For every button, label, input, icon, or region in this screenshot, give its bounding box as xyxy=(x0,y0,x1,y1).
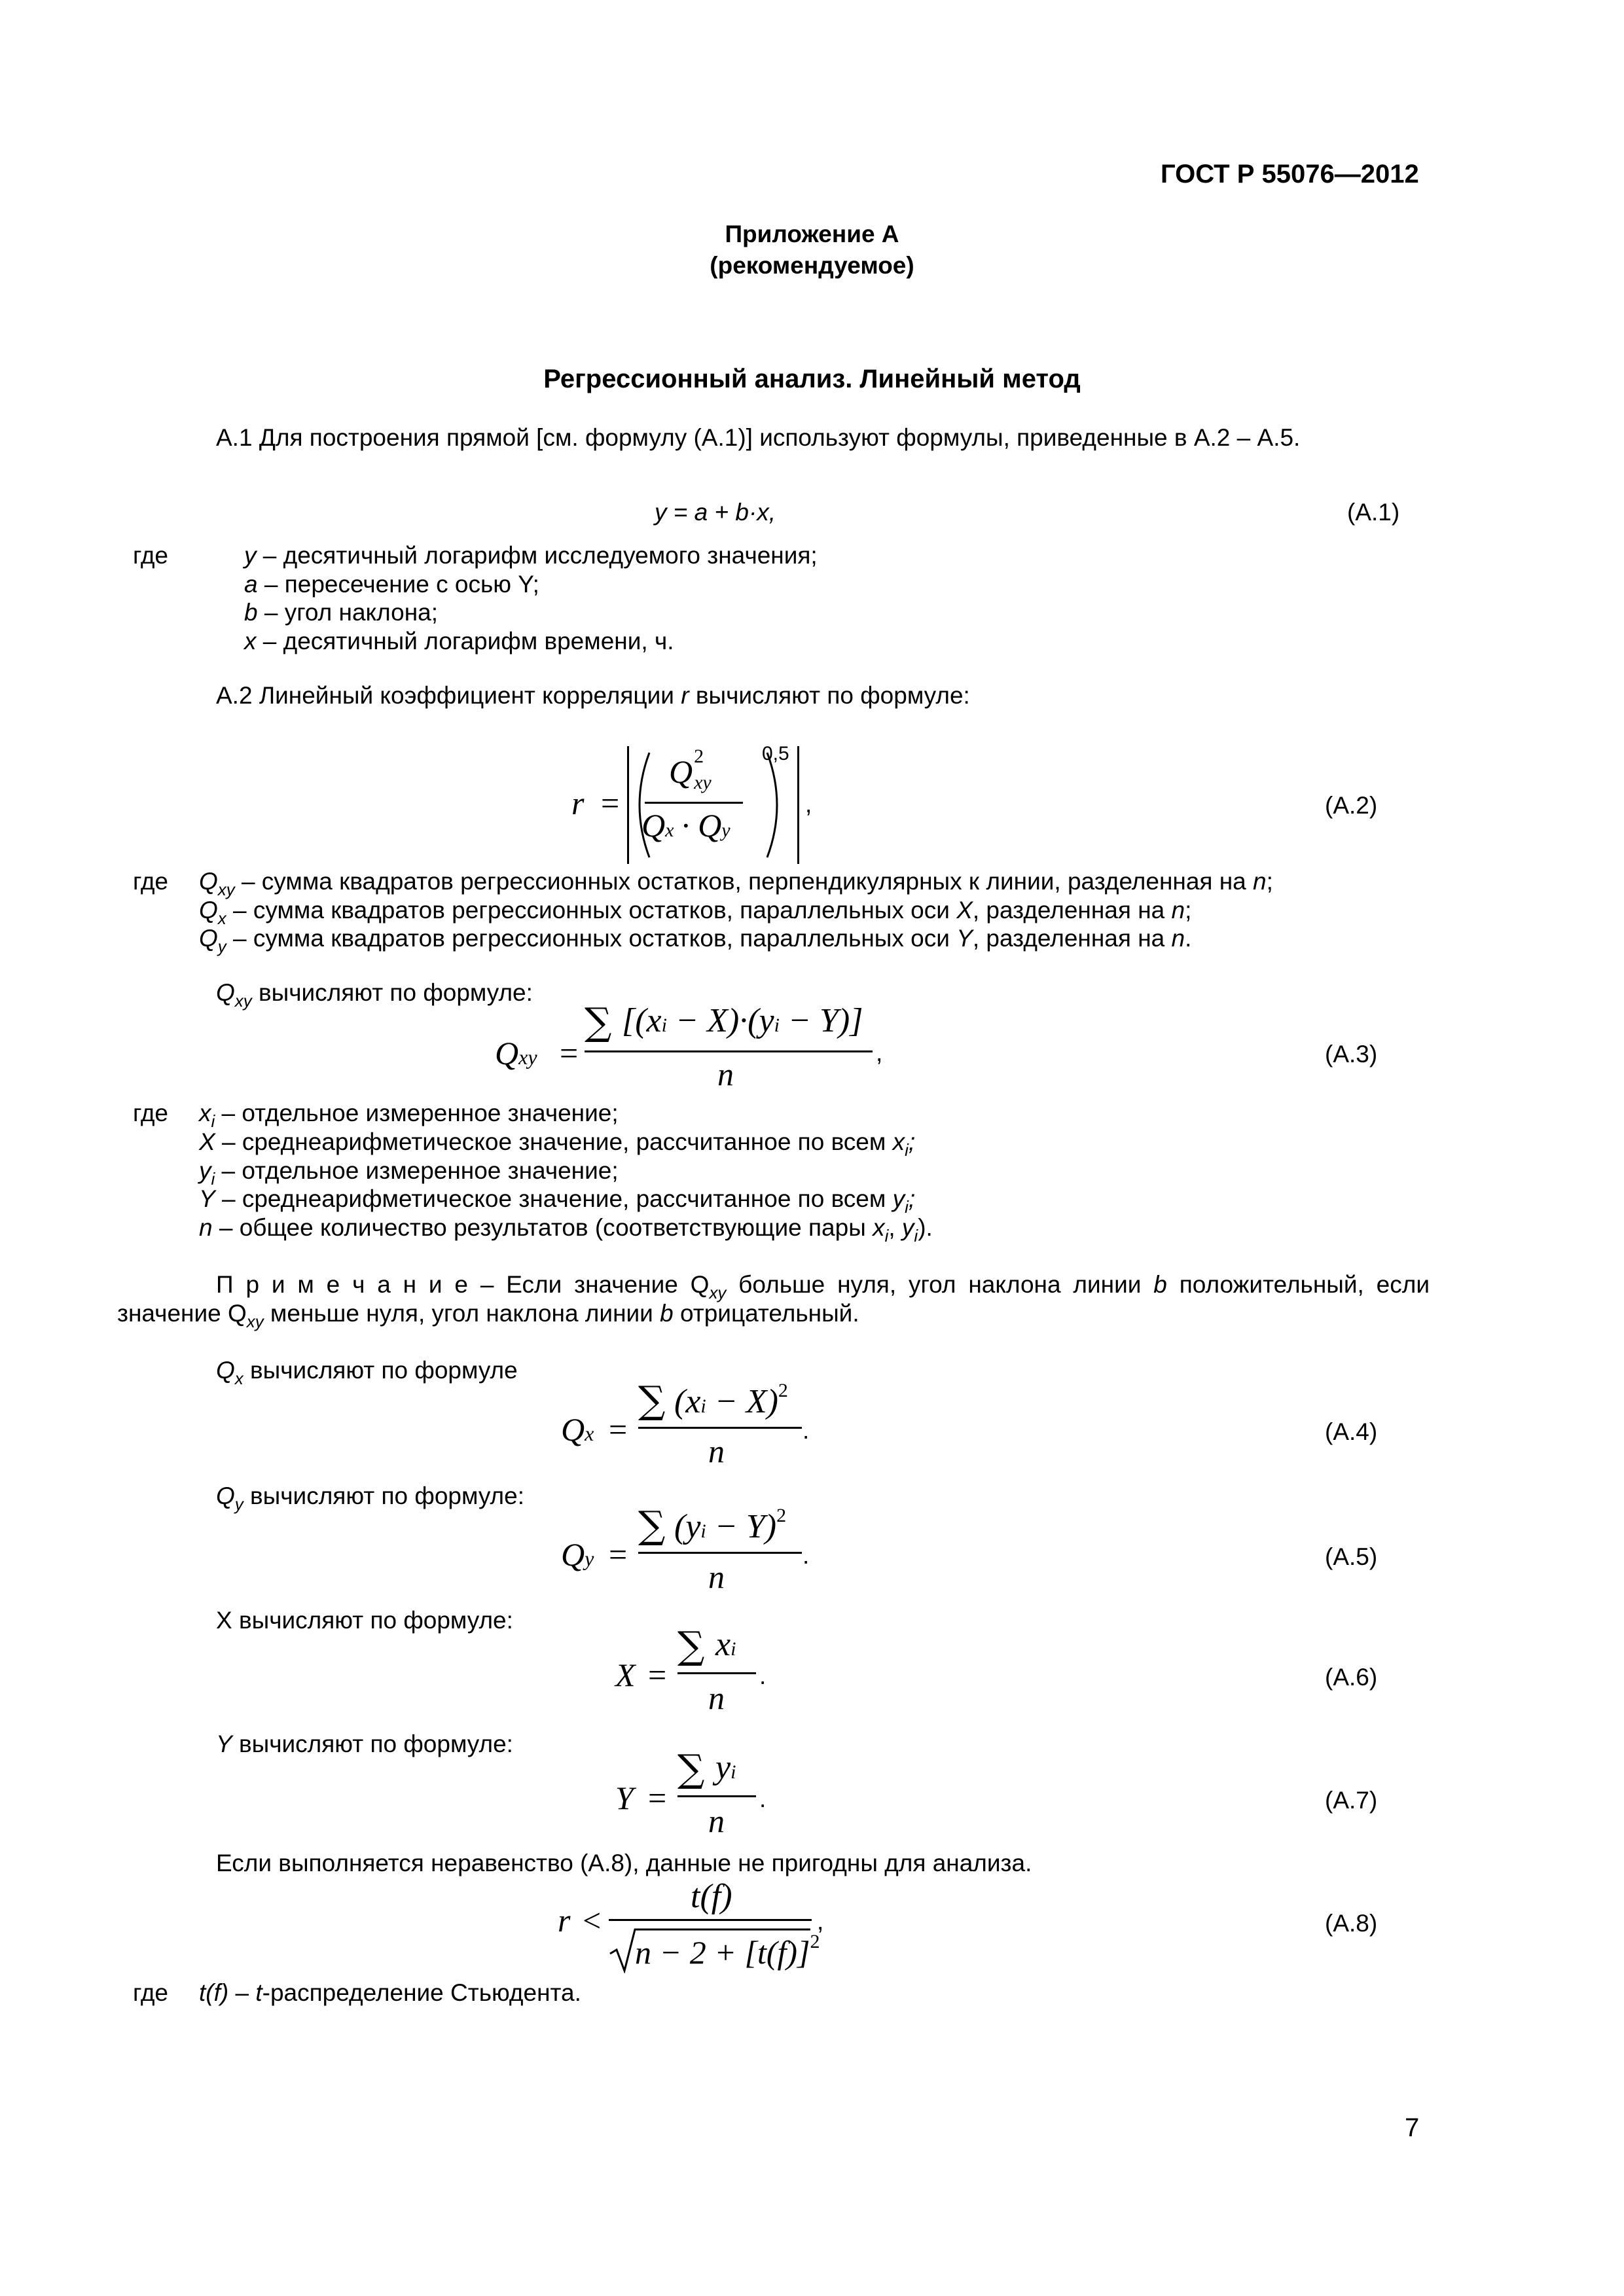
formula-a3-eq: = xyxy=(560,1035,579,1071)
document-number: ГОСТ Р 55076—2012 xyxy=(1161,160,1419,188)
formula-a4-fraction-line xyxy=(638,1427,802,1429)
where-label-4: где xyxy=(133,1979,169,2006)
paragraph-inequality: Если выполняется неравенство (А.8), данные не пригодны для анализа. xyxy=(216,1850,1032,1876)
formula-a7-eq: = xyxy=(648,1780,667,1816)
formula-a6-end: . xyxy=(759,1662,767,1689)
formula-a7-numerator: yi xyxy=(715,1749,736,1786)
abs-bar-left xyxy=(627,746,629,864)
abs-bar-right xyxy=(797,746,799,864)
formula-a6-denominator: n xyxy=(708,1679,725,1716)
formula-a5-end: . xyxy=(803,1542,810,1569)
paragraph-a2: А.2 Линейный коэффициент корреляции r вычисляют по формуле: xyxy=(216,682,970,709)
formula-a7-denominator: n xyxy=(708,1803,725,1839)
paragraph-qy: $Q_y$ вычисляют по формуле: xyxy=(216,1482,524,1515)
formula-a6-fraction-line xyxy=(677,1672,756,1674)
formula-a7-end: . xyxy=(759,1785,767,1812)
paragraph-Y: Y вычисляют по формуле: xyxy=(216,1731,513,1757)
formula-a4-sigma: ∑ xyxy=(638,1378,666,1422)
formula-a2-eq: = xyxy=(601,785,620,821)
where-label-2: где xyxy=(133,868,169,895)
def-qxy: $Q_{xy}$ – сумма квадратов регрессионных остатков, перпендикулярных к линии, разделенная на n; xyxy=(199,868,1273,900)
formula-a4-eq: = xyxy=(609,1411,628,1448)
formula-a2-fraction-line xyxy=(645,802,743,804)
formula-a7-sigma: ∑ xyxy=(677,1746,705,1791)
def-yi: $y_i$ – отдельное измеренное значение; xyxy=(199,1157,619,1189)
paragraph-X: X вычисляют по формуле: xyxy=(216,1607,513,1634)
formula-a2-r: r xyxy=(571,785,585,821)
formula-a8-lt: < xyxy=(583,1902,602,1939)
formula-a5-denominator: n xyxy=(708,1558,725,1595)
formula-a5-eq: = xyxy=(609,1536,628,1573)
formula-a5-number: (А.5) xyxy=(1325,1543,1378,1570)
def-b: b – угол наклона; xyxy=(244,599,439,626)
def-X: X – среднеарифметическое значение, рассчитанное по всем $x_i$; xyxy=(199,1128,916,1160)
formula-a4-number: (А.4) xyxy=(1325,1418,1378,1445)
formula-a2-number: (А.2) xyxy=(1325,792,1378,819)
formula-a4-lhs: Qx xyxy=(561,1411,594,1448)
formula-a3-numerator: [(xi − X)·(yi − Y)] xyxy=(622,1002,863,1039)
section-title: Регрессионный анализ. Линейный метод xyxy=(543,365,1081,393)
formula-a5-sigma: ∑ xyxy=(638,1503,666,1547)
formula-a2-comma: , xyxy=(805,791,812,817)
formula-a5-numerator: (yi − Y)$^2$ xyxy=(674,1505,787,1545)
formula-a3-comma: , xyxy=(876,1039,883,1066)
formula-a6-numerator: xi xyxy=(715,1626,736,1663)
def-a: a – пересечение с осью Y; xyxy=(244,571,539,598)
formula-a8-comma: , xyxy=(817,1908,824,1935)
formula-a5-fraction-line xyxy=(638,1552,802,1554)
formula-a8-denominator: $n - 2 + [t(f)]^2$ xyxy=(635,1931,820,1971)
def-x: x – десятичный логарифм времени, ч. xyxy=(244,628,674,655)
formula-a6-number: (А.6) xyxy=(1325,1664,1378,1691)
formula-a8-lhs: r xyxy=(558,1902,571,1939)
where-label-1: где xyxy=(133,542,169,569)
page-number: 7 xyxy=(1405,2113,1420,2142)
def-student: t(f) – t-распределение Стьюдента. xyxy=(199,1979,581,2006)
formula-a4-numerator: (xi − X)$^2$ xyxy=(674,1380,788,1420)
formula-a2-denominator: Qx · Qy xyxy=(641,807,731,844)
appendix-status: (рекомендуемое) xyxy=(710,252,914,279)
where-label-3: где xyxy=(133,1100,169,1126)
formula-a1: y = a + b·x, xyxy=(655,499,776,526)
formula-a5-lhs: Qy xyxy=(561,1536,594,1573)
def-qy: $Q_y$ – сумма квадратов регрессионных остатков, параллельных оси Y, разделенная на n. xyxy=(199,925,1192,957)
formula-a3-sigma: ∑ xyxy=(585,999,612,1044)
appendix-title: Приложение А xyxy=(725,221,899,247)
formula-a8-number: (А.8) xyxy=(1325,1910,1378,1937)
formula-a1-number: (А.1) xyxy=(1347,499,1400,526)
formula-a8-fraction-line xyxy=(609,1919,812,1921)
formula-a3-denominator: n xyxy=(717,1056,734,1092)
formula-a7-number: (А.7) xyxy=(1325,1787,1378,1814)
formula-a2-numerator: Q 2 xy xyxy=(669,745,712,793)
note-line-2: значение $Q_{xy}$ меньше нуля, угол наклона линии b отрицательный. xyxy=(117,1300,859,1332)
formula-a3-lhs: Qxy xyxy=(495,1035,537,1071)
formula-a4-end: . xyxy=(803,1417,810,1444)
formula-a7-fraction-line xyxy=(677,1795,756,1797)
paragraph-a1: А.1 Для построения прямой [см. формулу (А.1)] используют формулы, приведенные в А.2 – А.5. xyxy=(216,424,1301,451)
formula-a8-numerator: t(f) xyxy=(691,1878,732,1915)
def-n: n – общее количество результатов (соответствующие пары $x_i$, $y_i$). xyxy=(199,1214,933,1246)
formula-a2-exponent: 0,5 xyxy=(762,743,789,764)
formula-a7-lhs: Y xyxy=(615,1780,634,1816)
formula-a6-sigma: ∑ xyxy=(677,1623,705,1668)
def-qx: $Q_x$ – сумма квадратов регрессионных остатков, параллельных оси X, разделенная на n; xyxy=(199,897,1192,929)
formula-a3-number: (А.3) xyxy=(1325,1041,1378,1067)
note-line-1: П р и м е ч а н и е – Если значение $Q_{xy}$ больше нуля, угол наклона линии b положительный, если xyxy=(216,1271,1430,1303)
paragraph-qxy: $Q_{xy}$ вычисляют по формуле: xyxy=(216,979,533,1011)
formula-a6-eq: = xyxy=(648,1657,667,1693)
def-y: y – десятичный логарифм исследуемого значения; xyxy=(244,542,818,569)
formula-a4-denominator: n xyxy=(708,1433,725,1469)
def-Y: Y – среднеарифметическое значение, рассчитанное по всем $y_i$; xyxy=(199,1185,916,1217)
def-xi: $x_i$ – отдельное измеренное значение; xyxy=(199,1100,619,1132)
formula-a6-lhs: X xyxy=(615,1657,636,1693)
formula-a3-fraction-line xyxy=(585,1050,873,1052)
paragraph-qx: $Q_x$ вычисляют по формуле xyxy=(216,1357,518,1389)
